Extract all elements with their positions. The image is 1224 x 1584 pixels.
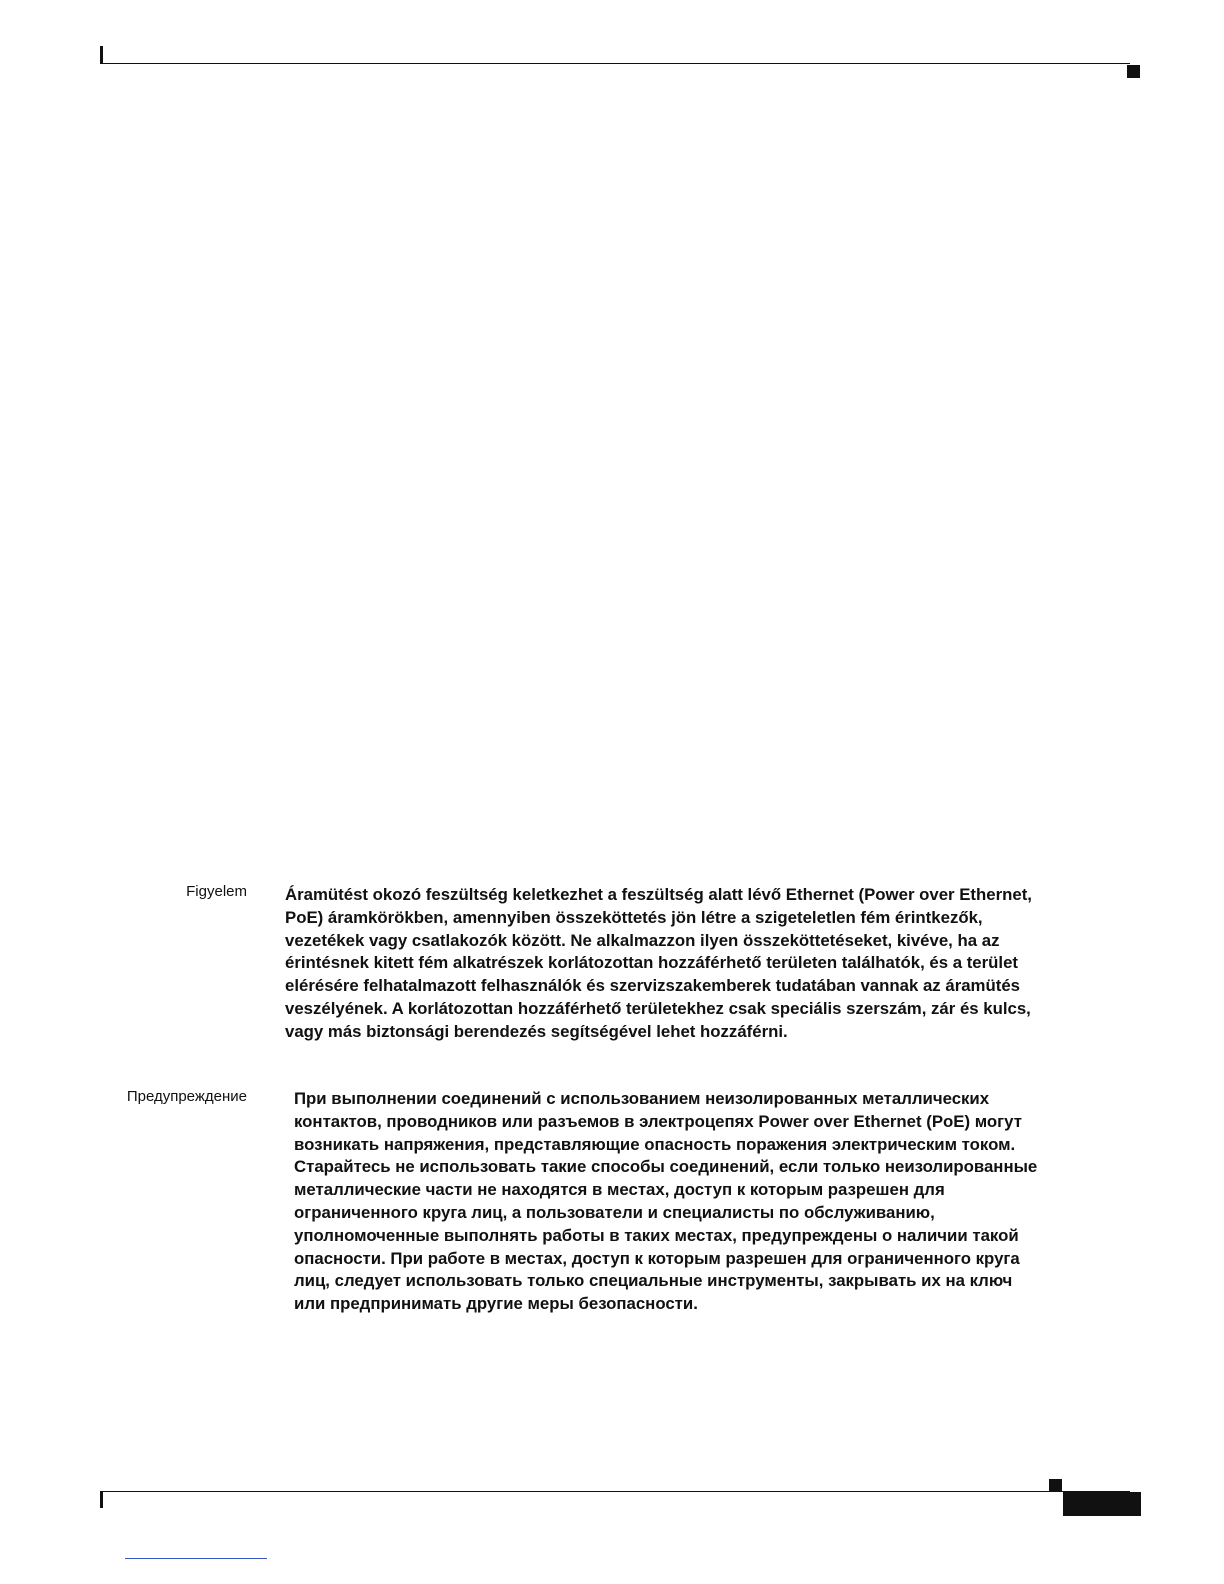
- warning-line: Áramütést okozó feszültség keletkezhet a feszültség alatt lévő Ethernet (Power over Ethernet,: [285, 885, 1032, 904]
- warning-line: уполномоченные выполнять работы в таких местах, предупреждены о наличии такой: [294, 1225, 1019, 1245]
- warning-line: veszélyének. A korlátozottan hozzáférhető területekhez csak speciális szerszám, zár és kulcs,: [285, 998, 1031, 1018]
- footer-left-tick: [100, 1492, 103, 1508]
- warning-line: Старайтесь не использовать такие способы соединений, если только неизолированные: [294, 1157, 1038, 1177]
- warning-line: vezetékek vagy csatlakozók között. Ne alkalmazzon ilyen összeköttetéseket, kivéve, ha az: [285, 930, 1000, 950]
- warning-line: лиц, следует использовать только специальные инструменты, закрывать их на ключ: [294, 1271, 1013, 1291]
- warning-text-hungarian: [285, 884, 1135, 1044]
- warning-line: металлические части не находятся в местах, доступ к которым разрешен для: [294, 1180, 945, 1200]
- header-rule: [100, 63, 1130, 64]
- warning-line: При выполнении соединений с использованием неизолированных металлических: [294, 1089, 990, 1108]
- warning-line: PoE) áramkörökben, amennyiben összeköttetés jön létre a szigeteletlen fém érintkezők,: [285, 907, 983, 927]
- warning-line: опасности. При работе в местах, доступ к которым разрешен для ограниченного круга: [294, 1248, 1020, 1268]
- warning-line: контактов, проводников или разъемов в электроцепях Power over Ethernet (PoE) могут: [294, 1111, 1022, 1131]
- warning-line: или предпринимать другие меры безопасности.: [294, 1294, 698, 1314]
- warning-line: возникать напряжения, представляющие опасность поражения электрическим током.: [294, 1134, 1016, 1154]
- footer-link-underline[interactable]: [125, 1558, 267, 1559]
- warning-line: érintésnek kitett fém alkatrészek korlátozottan hozzáférhető területen találhatók, és a terület: [285, 953, 1018, 973]
- warning-line: ограниченного круга лиц, а пользователи и специалисты по обслуживанию,: [294, 1202, 935, 1222]
- warning-label-hungarian: Figyelem: [186, 883, 247, 900]
- warning-line: vagy más biztonsági berendezés segítségével lehet hozzáférni.: [285, 1021, 788, 1041]
- page-number-tab: [1063, 1492, 1141, 1516]
- warning-label-russian: Предупреждение: [126, 1088, 247, 1105]
- header-left-tick: [100, 46, 103, 64]
- warning-text-russian: [294, 1088, 1139, 1316]
- warning-line: elérésére felhatalmazott felhasználók és szervizszakemberek tudatában vannak az áramütés: [285, 976, 1020, 996]
- header-marker: [1127, 65, 1140, 78]
- footer-rule: [100, 1491, 1130, 1492]
